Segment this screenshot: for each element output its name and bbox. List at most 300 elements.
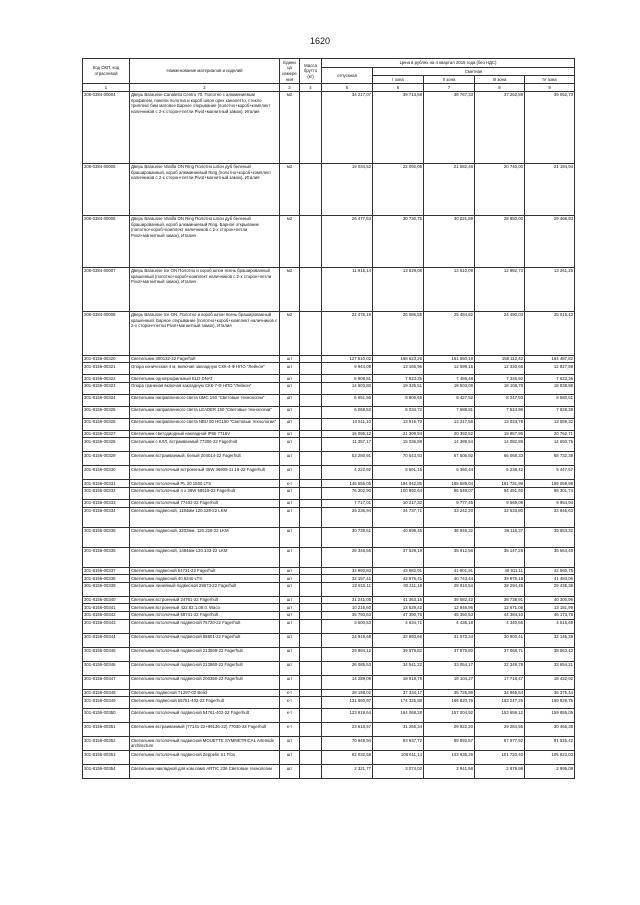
zone-4-price-cell: 164 487,82 (525, 355, 575, 363)
zone-1-price-cell: 13 165,96 (373, 363, 424, 375)
table-row (83, 363, 575, 375)
zone-4-price-cell: 36 564,48 (525, 547, 575, 567)
zone-1-price-cell: 164 068,28 (373, 709, 424, 723)
item-code-cell: 301-8156-00335 (83, 527, 130, 547)
zone-3-price-cell: 153 659,12 (475, 709, 525, 723)
zone-2-price-cell: 20 392,52 (424, 430, 475, 438)
table-header (83, 59, 575, 92)
zone-2-price-cell: 4 435,18 (424, 619, 475, 633)
zone-2-price-cell: 25 484,82 (424, 311, 475, 355)
item-name-cell: Дверь Barausse Vanilla ON Ring Полотно шпон дуб беленый брашированный, короб алюминиевый Ring. Барное открывание (полотно+короб+комплект наличников с 2-х сторон+петли Pivot+магнитный замок), Италия (130, 215, 280, 267)
zone-4-price-cell: 13 261,25 (525, 267, 575, 311)
mass-cell (300, 619, 322, 633)
mass-cell (300, 604, 322, 612)
column-index: 6 (373, 84, 424, 92)
zone-3-price-cell: 19 957,95 (475, 430, 525, 438)
table-row (83, 723, 575, 737)
zone-2-price-cell: 13 510,09 (424, 267, 475, 311)
zone-1-price-cell: 10 217,32 (373, 499, 424, 507)
zone-1-price-cell: 108 611,14 (373, 751, 424, 765)
unit-cell: шт (280, 355, 300, 363)
zone-3-price-cell: 14 082,89 (475, 438, 525, 452)
item-name-cell: Светильник подвесной, 1184мм 120.128-22 LKM (130, 507, 280, 527)
header-estimate: Сметная (373, 68, 575, 76)
header-price-group: Цена в рублях на 4 квартал 2015 года (без НДС) (322, 59, 575, 68)
table-row (83, 689, 575, 697)
zone-3-price-cell: 40 911,11 (475, 567, 525, 575)
item-code-cell: 301-8156-00342 (83, 611, 130, 619)
item-name-cell: Светильник направленного света NBU 50 HG150 "Световые технологии" (130, 418, 280, 430)
zone-2-price-cell: 31 573,24 (424, 633, 475, 647)
unit-cell: шт (280, 675, 300, 689)
item-name-cell: Светильник 300132-22 Fagerhult (130, 355, 280, 363)
zone-2-price-cell: 103 935,28 (424, 751, 475, 765)
zone-3-price-cell: 66 068,33 (475, 452, 525, 466)
item-name-cell: Светильник подвесной, 2202мм, 120.228-22 LKM (130, 527, 280, 547)
item-name-cell: Дверь Barausse Ice ON. Полотно и короб шпон ясень брашированный крашенный. Барное открывание (полотно+короб+комплект наличников с 2-х сторон+петли Pivot+магнитный замок), Италия (130, 311, 280, 355)
unit-cell: к-т (280, 709, 300, 723)
zone-1-price-cell: 47 390,76 (373, 611, 424, 619)
item-name-cell: Светильник потолочный подвесной MOUETTE SYMMETRICAL Artemide architecture (130, 737, 280, 751)
zone-4-price-cell: 29 468,93 (525, 215, 575, 267)
zone-3-price-cell: 35 147,25 (475, 547, 525, 567)
unit-cell: шт (280, 751, 300, 765)
release-price-cell: 82 032,58 (322, 751, 373, 765)
item-name-cell: Светильник светодиодный накладной IP65 7716V (130, 430, 280, 438)
mass-cell (300, 675, 322, 689)
zone-3-price-cell: 28 294,45 (475, 582, 525, 596)
zone-3-price-cell: 5 236,42 (475, 466, 525, 480)
zone-2-price-cell: 2 941,68 (424, 765, 475, 779)
table-row (83, 267, 575, 311)
zone-4-price-cell: 18 432,92 (525, 675, 575, 689)
release-price-cell: 19 034,52 (322, 163, 373, 215)
zone-1-price-cell: 15 036,89 (373, 438, 424, 452)
zone-1-price-cell: 3 074,02 (373, 765, 424, 779)
item-name-cell: Светильник подвесной 40.6240 LTS (130, 575, 280, 583)
item-code-cell: 301-8156-00352 (83, 737, 130, 751)
zone-3-price-cell: 29 284,55 (475, 723, 525, 737)
table-row (83, 406, 575, 418)
item-name-cell: Светильник потолочный подвесной 213569-22 Fagerhult (130, 647, 280, 661)
item-code-cell: 301-8156-00349 (83, 697, 130, 709)
release-price-cell: 26 477,63 (322, 215, 373, 267)
zone-4-price-cell: 41 483,06 (525, 575, 575, 583)
zone-4-price-cell: 13 559,32 (525, 418, 575, 430)
mass-cell (300, 567, 322, 575)
zone-1-price-cell: 34 737,71 (373, 507, 424, 527)
zone-3-price-cell: 2 878,99 (475, 765, 525, 779)
table-row (83, 604, 575, 612)
release-price-cell: 23 618,57 (322, 723, 373, 737)
zone-1-price-cell: 13 829,08 (373, 267, 424, 311)
item-name-cell: Светильник линейный подвесной 28673-22 Fagerhult (130, 582, 280, 596)
zone-3-price-cell: 38 738,91 (475, 596, 525, 604)
unit-cell: м2 (280, 311, 300, 355)
item-code-cell: 301-8156-00346 (83, 661, 130, 675)
mass-cell (300, 382, 322, 394)
unit-cell: шт (280, 596, 300, 604)
mass-cell (300, 547, 322, 567)
zone-3-price-cell: 44 384,10 (475, 611, 525, 619)
unit-cell: шт (280, 466, 300, 480)
release-price-cell: 11 915,14 (322, 267, 373, 311)
unit-cell: шт (280, 737, 300, 751)
zone-1-price-cell: 100 892,64 (373, 487, 424, 499)
zone-4-price-cell: 40 300,96 (525, 596, 575, 604)
item-code-cell: 301-8156-00322 (83, 375, 130, 383)
unit-cell: к-т (280, 480, 300, 488)
release-price-cell: 32 157,41 (322, 575, 373, 583)
table-row (83, 215, 575, 267)
item-code-cell: 206-0384-00005 (83, 163, 130, 215)
mass-cell (300, 611, 322, 619)
item-code-cell: 301-8156-00353 (83, 751, 130, 765)
release-price-cell: 24 919,68 (322, 633, 373, 647)
item-code-cell: 301-8156-00324 (83, 394, 130, 406)
table-row (83, 480, 575, 488)
release-price-cell: 22 476,19 (322, 311, 373, 355)
item-code-cell: 301-8156-00341 (83, 604, 130, 612)
mass-cell (300, 163, 322, 215)
release-price-cell: 146 556,05 (322, 480, 373, 488)
mass-cell (300, 267, 322, 311)
item-code-cell: 301-8156-00325 (83, 406, 130, 418)
mass-cell (300, 438, 322, 452)
zone-3-price-cell: 28 850,00 (475, 215, 525, 267)
zone-4-price-cell: 98 301,74 (525, 487, 575, 499)
zone-2-price-cell: 8 427,52 (424, 394, 475, 406)
release-price-cell: 53 280,91 (322, 452, 373, 466)
zone-2-price-cell: 28 910,54 (424, 582, 475, 596)
zone-1-price-cell: 42 576,41 (373, 575, 424, 583)
zone-4-price-cell: 7 622,36 (525, 375, 575, 383)
mass-cell (300, 689, 322, 697)
unit-cell: шт (280, 647, 300, 661)
zone-4-price-cell: 13 181,99 (525, 604, 575, 612)
item-name-cell: Светильник подвесной, 1484мм 120.133-22 LKM (130, 547, 280, 567)
table-row (83, 375, 575, 383)
unit-cell: шт (280, 604, 300, 612)
mass-cell (300, 507, 322, 527)
release-price-cell: 70 949,94 (322, 737, 373, 751)
release-price-cell: 14 289,09 (322, 675, 373, 689)
table-row (83, 452, 575, 466)
zone-4-price-cell: 33 845,63 (525, 507, 575, 527)
zone-2-price-cell: 12 599,15 (424, 363, 475, 375)
mass-cell (300, 394, 322, 406)
table-row (83, 547, 575, 567)
item-name-cell: Дверь Barausse Ice ON Полотно и короб шпон ясень брашированный крашенный (полотно+короб+комплект наличников с 2-х сторон+петли Pivot+магнитный замок), Италия (130, 267, 280, 311)
zone-3-price-cell: 32 533,80 (475, 507, 525, 527)
unit-cell: м2 (280, 267, 300, 311)
release-price-cell: 9 944,09 (322, 363, 373, 375)
unit-cell: к-т (280, 689, 300, 697)
zone-4-price-cell: 159 855,05 (525, 709, 575, 723)
zone-3-price-cell: 18 108,78 (475, 382, 525, 394)
zone-4-price-cell: 29 435,36 (525, 582, 575, 596)
table-row (83, 647, 575, 661)
item-code-cell: 206-0384-00007 (83, 267, 130, 311)
zone-4-price-cell: 18 838,98 (525, 382, 575, 394)
zone-4-price-cell: 5 447,57 (525, 466, 575, 480)
release-price-cell: 11 357,17 (322, 438, 373, 452)
column-index: 4 (300, 84, 322, 92)
zone-2-price-cell: 38 946,32 (424, 527, 475, 547)
table-row (83, 91, 575, 163)
zone-2-price-cell: 7 486,48 (424, 375, 475, 383)
column-index: 9 (525, 84, 575, 92)
zone-3-price-cell: 17 718,47 (475, 675, 525, 689)
item-code-cell: 301-8156-00350 (83, 709, 130, 723)
unit-cell: к-т (280, 723, 300, 737)
unit-cell: шт (280, 363, 300, 375)
mass-cell (300, 633, 322, 647)
item-code-cell: 301-8156-00345 (83, 647, 130, 661)
item-code-cell: 301-8156-00321 (83, 363, 130, 375)
zone-1-price-cell: 13 529,42 (373, 604, 424, 612)
item-name-cell: Светильник потолочный 4 x 36W 58519-22 Fagerhult (130, 487, 280, 499)
item-name-cell: Опора граненая включая закладную СКК-7-Ф НПО "Лейнон" (130, 382, 280, 394)
table-row (83, 751, 575, 765)
table-row (83, 487, 575, 499)
zone-3-price-cell: 7 524,96 (475, 406, 525, 418)
zone-4-price-cell: 8 580,51 (525, 394, 575, 406)
page-number: 1620 (309, 36, 331, 46)
zone-3-price-cell: 24 490,03 (475, 311, 525, 355)
release-price-cell: 28 198,02 (322, 689, 373, 697)
zone-2-price-cell: 21 582,46 (424, 163, 475, 215)
header-zone-1: I зона (373, 76, 424, 84)
zone-3-price-cell: 12 330,66 (475, 363, 525, 375)
zone-3-price-cell: 37 068,71 (475, 647, 525, 661)
item-name-cell: Светильник подвесной 54731-22 Fagerhult (130, 567, 280, 575)
unit-cell: шт (280, 382, 300, 394)
item-name-cell: Светильник встроенный 24761-22 Fagerhult (130, 596, 280, 604)
header-mass: Масса брутто (кг) (300, 59, 322, 84)
mass-cell (300, 596, 322, 604)
zone-1-price-cell: 18 918,75 (373, 675, 424, 689)
table-row (83, 567, 575, 575)
release-price-cell: 26 236,94 (322, 507, 373, 527)
table-row (83, 737, 575, 751)
zone-4-price-cell: 105 822,03 (525, 751, 575, 765)
zone-4-price-cell: 30 465,38 (525, 723, 575, 737)
zone-1-price-cell: 22 092,05 (373, 163, 424, 215)
release-price-cell: 6 651,56 (322, 394, 373, 406)
release-price-cell: 14 603,80 (322, 382, 373, 394)
zone-4-price-cell: 68 732,38 (525, 452, 575, 466)
zone-1-price-cell: 21 309,94 (373, 430, 424, 438)
zone-1-price-cell: 70 543,93 (373, 452, 424, 466)
zone-4-price-cell: 189 059,98 (525, 480, 575, 488)
mass-cell (300, 215, 322, 267)
unit-cell: шт (280, 406, 300, 418)
zone-2-price-cell: 38 767,33 (424, 91, 475, 163)
item-name-cell: Светильник потолочный подвесной 54761-402-22 Fagerhult (130, 709, 280, 723)
unit-cell: шт (280, 765, 300, 779)
table-row (83, 633, 575, 647)
item-name-cell: Светильник подвесной 55751-402-22 Fagerhult (130, 697, 280, 709)
mass-cell (300, 480, 322, 488)
zone-2-price-cell: 29 922,20 (424, 723, 475, 737)
zone-4-price-cell: 2 995,08 (525, 765, 575, 779)
zone-1-price-cell: 32 993,66 (373, 633, 424, 647)
item-name-cell: Светильник подвесной T1297-02 Belid (130, 689, 280, 697)
table-row (83, 355, 575, 363)
unit-cell: шт (280, 619, 300, 633)
zone-4-price-cell: 91 525,42 (525, 737, 575, 751)
unit-cell: шт (280, 487, 300, 499)
item-name-cell: Светильник однопрофильный ELD DNAT (130, 375, 280, 383)
zone-3-price-cell: 34 965,54 (475, 689, 525, 697)
item-code-cell: 301-8156-00339 (83, 582, 130, 596)
zone-3-price-cell: 94 491,60 (475, 487, 525, 499)
item-name-cell: Дверь Barausse Vanilla ON Ring Полотно шпон дуб беленый брашированный, короб алюминиевый Ring (полотно+короб+комплект наличников с 2-х сторон+петли Pivot+магнитный замок), Италия (130, 163, 280, 215)
mass-cell (300, 765, 322, 779)
unit-cell: шт (280, 375, 300, 383)
zone-4-price-cell: 42 560,75 (525, 567, 575, 575)
mass-cell (300, 487, 322, 499)
release-price-cell: 10 216,60 (322, 604, 373, 612)
zone-1-price-cell: 93 937,72 (373, 737, 424, 751)
zone-1-price-cell: 31 266,34 (373, 723, 424, 737)
zone-2-price-cell: 33 242,20 (424, 507, 475, 527)
zone-2-price-cell: 9 777,45 (424, 499, 475, 507)
zone-2-price-cell: 166 820,76 (424, 697, 475, 709)
unit-cell: шт (280, 582, 300, 596)
zone-1-price-cell: 30 730,75 (373, 215, 424, 267)
zone-1-price-cell: 13 916,70 (373, 418, 424, 430)
zone-4-price-cell: 20 762,71 (525, 430, 575, 438)
zone-3-price-cell: 13 033,78 (475, 418, 525, 430)
release-price-cell: 31 241,05 (322, 596, 373, 604)
header-zone-3: III зона (475, 76, 525, 84)
zone-4-price-cell: 4 515,69 (525, 619, 575, 633)
zone-4-price-cell: 7 828,39 (525, 406, 575, 418)
item-name-cell: Светильник потолочный PL 20 1500 LTS (130, 480, 280, 488)
header-zone-2: II зона (424, 76, 475, 84)
zone-2-price-cell: 39 582,42 (424, 596, 475, 604)
item-name-cell: Светильник потолочный подвесной 200350-22 Fagerhult (130, 675, 280, 689)
column-index-row (83, 84, 575, 92)
zone-4-price-cell: 39 052,73 (525, 91, 575, 163)
unit-cell: шт (280, 547, 300, 567)
zone-3-price-cell: 12 982,73 (475, 267, 525, 311)
item-name-cell: Светильник потолочный подвесной Zeppelin S1 Flos (130, 751, 280, 765)
zone-2-price-cell: 35 726,89 (424, 689, 475, 697)
zone-3-price-cell: 8 247,93 (475, 394, 525, 406)
unit-cell: шт (280, 418, 300, 430)
zone-4-price-cell: 33 654,21 (525, 661, 575, 675)
zone-3-price-cell: 181 731,98 (475, 480, 525, 488)
zone-2-price-cell: 40 743,44 (424, 575, 475, 583)
table-row (83, 596, 575, 604)
item-code-cell: 301-8156-00337 (83, 567, 130, 575)
release-price-cell: 16 095,12 (322, 430, 373, 438)
zone-3-price-cell: 39 875,19 (475, 575, 525, 583)
item-code-cell: 301-8156-00338 (83, 575, 130, 583)
table-row (83, 709, 575, 723)
zone-1-price-cell: 194 042,85 (373, 480, 424, 488)
zone-3-price-cell: 163 247,25 (475, 697, 525, 709)
release-price-cell: 7 717,01 (322, 499, 373, 507)
mass-cell (300, 452, 322, 466)
zone-1-price-cell: 30 211,18 (373, 582, 424, 596)
zone-1-price-cell: 34 541,22 (373, 661, 424, 675)
column-index: 1 (83, 84, 130, 92)
zone-4-price-cell: 38 563,42 (525, 647, 575, 661)
unit-cell: шт (280, 507, 300, 527)
item-code-cell: 301-8156-00323 (83, 382, 130, 394)
item-code-cell: 301-8156-00334 (83, 507, 130, 527)
zone-1-price-cell: 37 528,19 (373, 547, 424, 567)
zone-2-price-cell: 157 004,92 (424, 709, 475, 723)
mass-cell (300, 582, 322, 596)
mass-cell (300, 466, 322, 480)
zone-3-price-cell: 37 262,89 (475, 91, 525, 163)
table-row (83, 675, 575, 689)
item-code-cell: 301-8156-00344 (83, 633, 130, 647)
item-code-cell: 301-8156-00320 (83, 355, 130, 363)
release-price-cell: 4 222,92 (322, 466, 373, 480)
mass-cell (300, 697, 322, 709)
zone-4-price-cell: 21 184,94 (525, 163, 575, 215)
item-name-cell: Светильник потолочный 58741-22 Fagerhult (130, 611, 280, 619)
release-price-cell: 22 815,11 (322, 582, 373, 596)
zone-1-price-cell: 19 335,51 (373, 382, 424, 394)
table-row (83, 661, 575, 675)
item-name-cell: Светильник потолочный подвесной 58801-22 Fagerhult (130, 633, 280, 647)
release-price-cell: 123 919,64 (322, 709, 373, 723)
item-name-cell: Светильник направленного света UMC 150 "Световые технологии" (130, 394, 280, 406)
table-row (83, 311, 575, 355)
item-code-cell: 301-8156-00329 (83, 452, 130, 466)
unit-cell: м2 (280, 163, 300, 215)
mass-cell (300, 311, 322, 355)
column-index: 3 (280, 84, 300, 92)
item-name-cell: Светильник накладной для ком.ламп ARTIC 236 Световые технологии (130, 765, 280, 779)
unit-cell: шт (280, 438, 300, 452)
zone-2-price-cell: 14 389,54 (424, 438, 475, 452)
table-row (83, 418, 575, 430)
item-code-cell: 301-8156-00351 (83, 723, 130, 737)
zone-4-price-cell: 9 954,94 (525, 499, 575, 507)
zone-4-price-cell: 36 375,44 (525, 689, 575, 697)
header-code: Код ОКП, код отраслевой (83, 59, 130, 84)
release-price-cell: 6 068,52 (322, 406, 373, 418)
table-row (83, 394, 575, 406)
table-row (83, 163, 575, 215)
zone-2-price-cell: 18 104,27 (424, 675, 475, 689)
release-price-cell: 32 992,83 (322, 567, 373, 575)
zone-1-price-cell: 168 623,26 (373, 355, 424, 363)
mass-cell (300, 363, 322, 375)
zone-4-price-cell: 14 650,75 (525, 438, 575, 452)
release-price-cell: 131 660,97 (322, 697, 373, 709)
header-name: Наименование материалов и изделий (130, 59, 280, 84)
zone-2-price-cell: 96 549,07 (424, 487, 475, 499)
zone-4-price-cell: 32 146,39 (525, 633, 575, 647)
zone-2-price-cell: 12 946,96 (424, 604, 475, 612)
table-row (83, 507, 575, 527)
mass-cell (300, 91, 322, 163)
mass-cell (300, 751, 322, 765)
zone-3-price-cell: 38 116,37 (475, 527, 525, 547)
item-name-cell: Опора коническая 4 м, включая закладную СКК-4-Ф НПО "Лейнон" (130, 363, 280, 375)
column-index: 5 (322, 84, 373, 92)
zone-1-price-cell: 39 713,58 (373, 91, 424, 163)
